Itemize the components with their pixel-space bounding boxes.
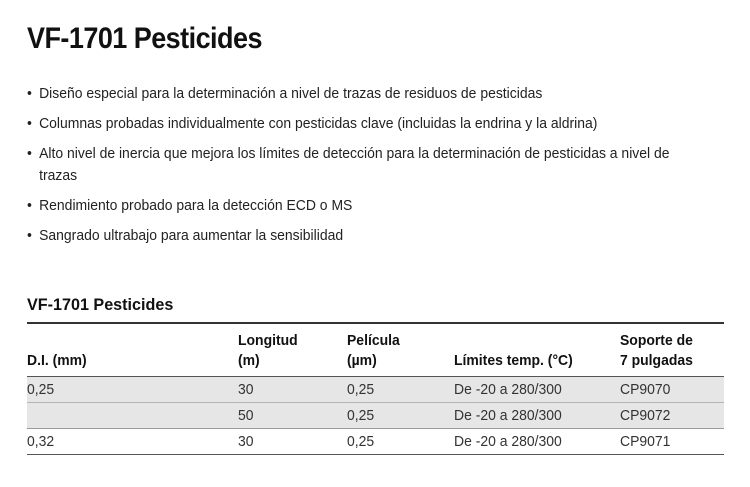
cell-limites: De -20 a 280/300 xyxy=(454,433,562,450)
cell-limites: De -20 a 280/300 xyxy=(454,377,620,403)
table-title: VF-1701 Pesticides xyxy=(27,295,174,314)
spec-table xyxy=(27,322,724,455)
cell-di xyxy=(27,403,238,429)
cell-pelicula: 0,25 xyxy=(347,377,454,403)
cell-pelicula: 0,25 xyxy=(347,433,375,450)
header-limites: Límites temp. (°C) xyxy=(454,352,573,369)
feature-list-item xyxy=(27,143,727,187)
cell-pelicula: 0,25 xyxy=(347,403,454,429)
cell-longitud: 50 xyxy=(238,403,347,429)
header-di: D.I. (mm) xyxy=(27,352,87,369)
bullet-icon: • xyxy=(27,115,32,132)
feature-list-item xyxy=(27,83,727,105)
bullet-icon: • xyxy=(27,197,32,214)
feature-text: Diseño especial para la determinación a nivel de trazas de residuos de pesticidas xyxy=(39,85,543,102)
table-row xyxy=(27,429,724,455)
table-body xyxy=(27,377,724,455)
cell-di: 0,25 xyxy=(27,377,238,403)
cell-soporte: CP9070 xyxy=(620,377,724,403)
cell-di: 0,32 xyxy=(27,433,55,450)
feature-text: Alto nivel de inercia que mejora los límites de detección para la determinación de pesticidas a nivel de xyxy=(39,145,670,162)
cell-soporte: CP9071 xyxy=(620,433,671,450)
header-longitud: Longitud (m) xyxy=(238,332,298,369)
feature-text: Sangrado ultrabajo para aumentar la sensibilidad xyxy=(39,227,344,244)
bullet-icon: • xyxy=(27,145,32,162)
feature-list xyxy=(27,83,727,255)
page-title: VF-1701 Pesticides xyxy=(27,22,262,55)
feature-text-continuation: trazas xyxy=(39,167,78,184)
cell-soporte: CP9072 xyxy=(620,403,724,429)
table-row xyxy=(27,377,724,403)
bullet-icon: • xyxy=(27,85,32,102)
header-soporte: Soporte de 7 pulgadas xyxy=(620,332,693,369)
bullet-icon: • xyxy=(27,227,32,244)
feature-text: Rendimiento probado para la detección ECD o MS xyxy=(39,197,353,214)
table-row xyxy=(27,403,724,429)
table-header xyxy=(27,323,724,377)
table-header-row xyxy=(27,323,724,377)
feature-list-item xyxy=(27,195,727,217)
cell-longitud: 30 xyxy=(238,433,254,450)
cell-limites: De -20 a 280/300 xyxy=(454,403,620,429)
feature-list-item xyxy=(27,113,727,135)
feature-list-item xyxy=(27,225,727,247)
header-pelicula: Película (µm) xyxy=(347,332,400,369)
feature-text: Columnas probadas individualmente con pesticidas clave (incluidas la endrina y la aldrina) xyxy=(39,115,598,132)
cell-longitud: 30 xyxy=(238,377,347,403)
